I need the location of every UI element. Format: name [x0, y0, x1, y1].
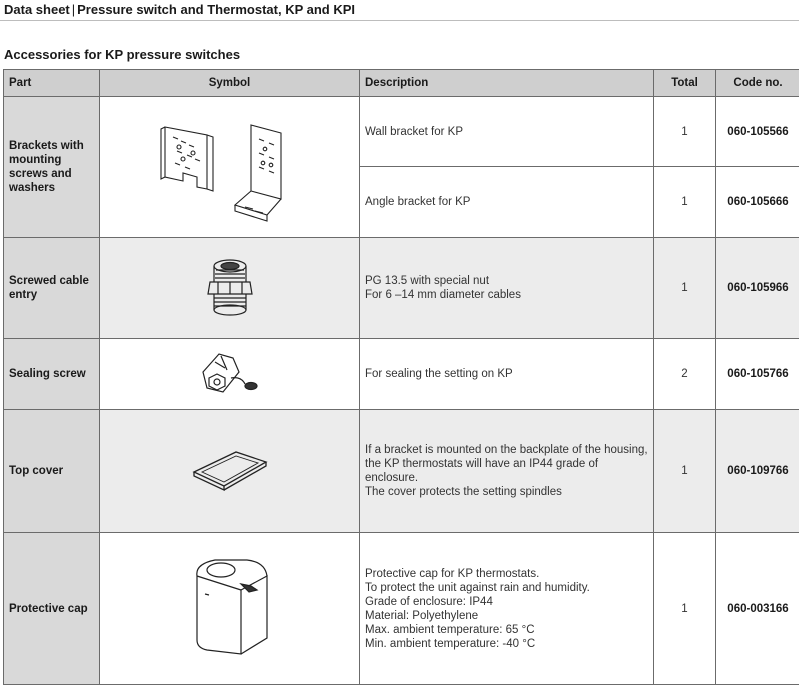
table-header-row: [4, 70, 799, 97]
part-cell: Protective cap: [4, 533, 100, 685]
protective-cap-icon: [185, 554, 275, 664]
column-header-description: Description: [360, 70, 654, 97]
description-cell: [360, 97, 654, 167]
column-header-total: Total: [654, 70, 716, 97]
code-cell: 060-105566: [716, 97, 799, 167]
total-cell: 1: [654, 533, 716, 685]
table-row: [4, 533, 799, 685]
description-cell: [360, 167, 654, 238]
description-line: Wall bracket for KP: [365, 125, 463, 138]
description-line: Max. ambient temperature: 65 °C: [365, 623, 535, 636]
bracket-set-icon: [155, 107, 305, 227]
symbol-cell: [100, 238, 360, 339]
symbol-cell: [100, 410, 360, 533]
description-line: To protect the unit against rain and humidity.: [365, 581, 590, 594]
table-row: [4, 339, 799, 410]
total-cell: 1: [654, 238, 716, 339]
code-cell: 060-105966: [716, 238, 799, 339]
part-cell: Sealing screw: [4, 339, 100, 410]
description-cell: [360, 410, 654, 533]
description-line: Protective cap for KP thermostats.: [365, 567, 540, 580]
part-cell: Top cover: [4, 410, 100, 533]
description-line: The cover protects the setting spindles: [365, 486, 562, 498]
description-line: If a bracket is mounted on the backplate of the housing,: [365, 444, 648, 456]
table-row: [4, 238, 799, 339]
code-cell: 060-109766: [716, 410, 799, 533]
description-cell: [360, 339, 654, 410]
cable-gland-icon: [200, 256, 260, 320]
section-title: Accessories for KP pressure switches: [4, 47, 241, 62]
code-cell: 060-105666: [716, 167, 799, 238]
column-header-code: Code no.: [716, 70, 799, 97]
description-cell: [360, 533, 654, 685]
sealing-screw-icon: [195, 348, 265, 400]
total-cell: 1: [654, 97, 716, 167]
header-title: Pressure switch and Thermostat, KP and KPI: [77, 2, 356, 17]
part-cell: Screwed cable entry: [4, 238, 100, 339]
header-separator: |: [71, 2, 76, 17]
column-header-part: Part: [4, 70, 100, 97]
accessories-table: [3, 69, 799, 685]
symbol-cell: [100, 533, 360, 685]
total-cell: 2: [654, 339, 716, 410]
table-row: [4, 410, 799, 533]
description-cell: [360, 238, 654, 339]
table-row: [4, 97, 799, 167]
top-cover-icon: [190, 446, 270, 496]
header-prefix: Data sheet: [4, 2, 70, 17]
description-line: the KP thermostats will have an IP44 grade of enclosure.: [365, 458, 599, 484]
code-cell: 060-105766: [716, 339, 799, 410]
symbol-cell: [100, 97, 360, 238]
description-line: For sealing the setting on KP: [365, 368, 513, 380]
symbol-cell: [100, 339, 360, 410]
description-line: Grade of enclosure: IP44: [365, 595, 493, 608]
part-cell: Brackets with mounting screws and washers: [4, 97, 100, 238]
total-cell: 1: [654, 410, 716, 533]
code-cell: 060-003166: [716, 533, 799, 685]
description-line: For 6 –14 mm diameter cables: [365, 289, 521, 301]
description-line: Angle bracket for KP: [365, 196, 471, 208]
total-cell: 1: [654, 167, 716, 238]
column-header-symbol: Symbol: [100, 70, 360, 97]
description-line: PG 13.5 with special nut: [365, 275, 490, 287]
description-line: Min. ambient temperature: -40 °C: [365, 637, 536, 650]
description-line: Material: Polyethylene: [365, 609, 479, 622]
document-header: [4, 2, 355, 17]
header-rule: [0, 20, 799, 21]
